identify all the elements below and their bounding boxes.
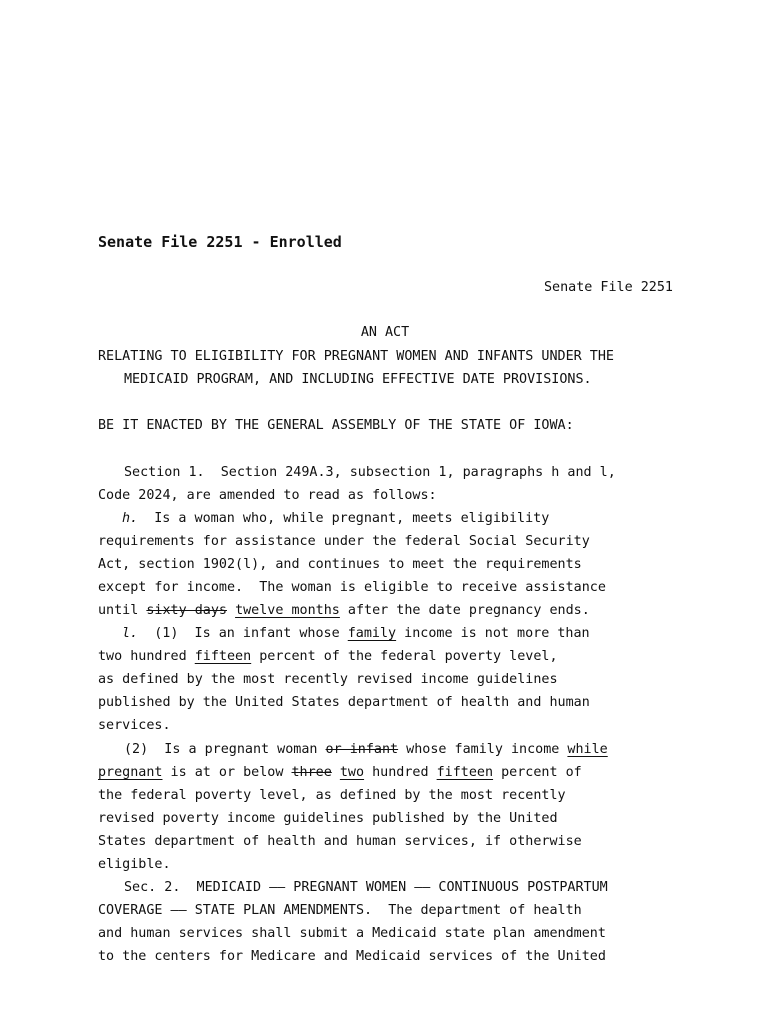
enacting-clause: BE IT ENACTED BY THE GENERAL ASSEMBLY OF THE STATE OF IOWA: xyxy=(98,418,574,433)
para-l-line-3: as defined by the most recently revised income guidelines xyxy=(98,672,558,687)
para-h-line-4: except for income. The woman is eligible to receive assistance xyxy=(98,580,606,595)
struck-text: three xyxy=(291,765,332,780)
text-run: whose family income xyxy=(398,742,568,757)
text-run xyxy=(227,603,235,618)
para-l-line-1 xyxy=(122,626,590,642)
text-run: (2) Is a pregnant woman xyxy=(124,742,326,757)
added-text: while xyxy=(567,742,608,757)
para-l2-line-4: revised poverty income guidelines published by the United xyxy=(98,811,558,826)
section1-line-1: Section 1. Section 249A.3, subsection 1, paragraphs h and l, xyxy=(124,465,616,480)
added-text: family xyxy=(347,626,397,641)
para-l2-line-5: States department of health and human services, if otherwise xyxy=(98,834,582,849)
text-run: income is not more than xyxy=(396,626,590,641)
text-run: after the date pregnancy ends. xyxy=(339,603,590,618)
added-text: two xyxy=(339,765,365,780)
document-heading: Senate File 2251 - Enrolled xyxy=(98,233,342,251)
added-text: pregnant xyxy=(98,765,163,780)
title-line-1: RELATING TO ELIGIBILITY FOR PREGNANT WOMEN AND INFANTS UNDER THE xyxy=(98,349,614,364)
section2-line-2: COVERAGE —— STATE PLAN AMENDMENTS. The department of health xyxy=(98,903,582,918)
file-reference: Senate File 2251 xyxy=(544,280,673,295)
text-run xyxy=(332,765,340,780)
para-l2-line-1 xyxy=(124,742,608,758)
struck-text: or infant xyxy=(325,742,399,757)
para-h-line-2: requirements for assistance under the federal Social Security xyxy=(98,534,590,549)
text-run: two hundred xyxy=(98,649,195,664)
text-run: percent of the federal poverty level, xyxy=(251,649,558,664)
para-l-line-4: published by the United States department of health and human xyxy=(98,695,590,710)
added-text: fifteen xyxy=(194,649,252,664)
added-text: fifteen xyxy=(436,765,494,780)
title-line-2: MEDICAID PROGRAM, AND INCLUDING EFFECTIVE DATE PROVISIONS. xyxy=(124,372,592,387)
para-h-label: h. xyxy=(122,511,139,526)
text-run: hundred xyxy=(364,765,437,780)
text-run: is at or below xyxy=(162,765,292,780)
para-h-line-1 xyxy=(122,511,549,527)
added-text: twelve months xyxy=(235,603,340,618)
act-label: AN ACT xyxy=(360,325,410,340)
text-run: until xyxy=(98,603,147,618)
para-h-text: Is a woman who, while pregnant, meets eligibility xyxy=(138,511,550,526)
para-l2-line-6: eligible. xyxy=(98,857,171,872)
section2-line-4: to the centers for Medicare and Medicaid services of the United xyxy=(98,949,606,964)
para-l2-line-2 xyxy=(98,765,582,781)
para-l-label: l. xyxy=(122,626,139,641)
section2-line-3: and human services shall submit a Medicaid state plan amendment xyxy=(98,926,606,941)
section2-line-1: Sec. 2. MEDICAID —— PREGNANT WOMEN —— CONTINUOUS POSTPARTUM xyxy=(124,880,608,895)
text-run: (1) Is an infant whose xyxy=(138,626,348,641)
para-l-line-2 xyxy=(98,649,558,665)
para-l-line-5: services. xyxy=(98,718,171,733)
section1-line-2: Code 2024, are amended to read as follows: xyxy=(98,488,437,503)
para-h-line-5 xyxy=(98,603,590,619)
para-h-line-3: Act, section 1902(l), and continues to meet the requirements xyxy=(98,557,582,572)
struck-text: sixty days xyxy=(146,603,227,618)
text-run: percent of xyxy=(493,765,582,780)
para-l2-line-3: the federal poverty level, as defined by the most recently xyxy=(98,788,566,803)
